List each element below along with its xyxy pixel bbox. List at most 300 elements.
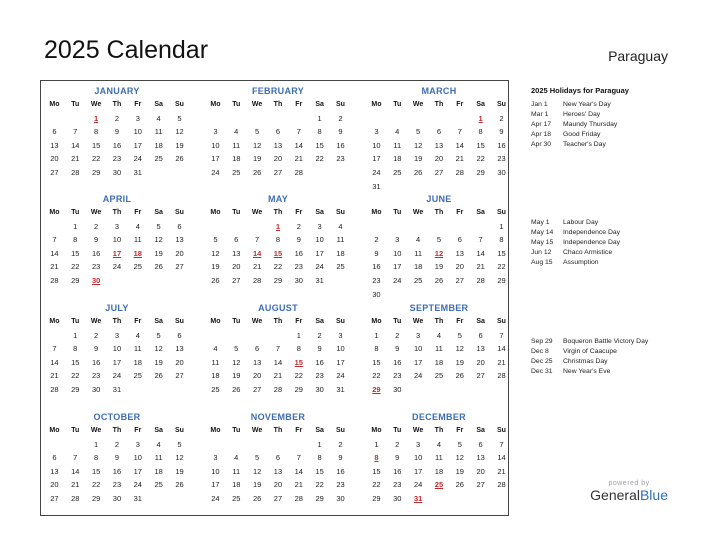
weekday-header: Su — [175, 101, 184, 108]
holiday-day-cell: 18 — [133, 248, 142, 258]
empty-cell — [429, 112, 450, 126]
holiday-date: Apr 17 — [531, 121, 552, 128]
day-cell: 7 — [457, 127, 462, 137]
day-cell: 28 — [294, 167, 303, 177]
holiday-date: Apr 18 — [531, 131, 552, 138]
empty-cell — [65, 112, 86, 126]
day-cell: 25 — [133, 371, 142, 381]
day-cell: 2 — [94, 221, 99, 231]
holiday-date: Jan 1 — [531, 101, 548, 108]
day-cell: 11 — [133, 344, 142, 354]
holiday-day-cell: 1 — [478, 113, 483, 123]
weekday-header: Fr — [295, 427, 303, 434]
month-grid — [44, 206, 190, 288]
day-cell: 21 — [455, 154, 464, 164]
day-cell: 1 — [374, 439, 379, 449]
day-cell: 4 — [135, 330, 140, 340]
month-grid — [366, 424, 512, 506]
weekday-header: Th — [273, 318, 283, 325]
day-cell: 6 — [478, 439, 483, 449]
holiday-date: Dec 25 — [531, 358, 553, 365]
month-september — [366, 301, 512, 397]
day-cell: 3 — [374, 127, 379, 137]
day-cell: 7 — [73, 127, 78, 137]
day-cell: 23 — [294, 262, 303, 272]
day-cell: 1 — [374, 330, 379, 340]
day-cell: 28 — [476, 275, 485, 285]
day-cell: 5 — [457, 330, 462, 340]
weekday-header: Su — [497, 427, 506, 434]
day-cell: 5 — [255, 127, 260, 137]
weekday-header: Th — [273, 101, 283, 108]
day-cell: 28 — [50, 275, 59, 285]
day-cell: 17 — [133, 140, 142, 150]
weekday-header: We — [412, 318, 424, 325]
day-cell: 10 — [112, 344, 122, 354]
day-cell: 12 — [211, 248, 220, 258]
day-cell: 24 — [112, 371, 122, 381]
day-cell: 5 — [436, 235, 442, 245]
month-grid — [366, 98, 512, 193]
day-cell: 27 — [175, 371, 184, 381]
empty-cell — [226, 220, 247, 234]
weekday-header: We — [251, 101, 263, 108]
day-cell: 15 — [372, 466, 381, 476]
holiday-name: Maundy Thursday — [563, 121, 618, 128]
brand-logo[interactable] — [590, 480, 668, 503]
day-cell: 10 — [133, 127, 142, 137]
empty-cell — [205, 438, 226, 452]
day-cell: 20 — [175, 357, 184, 367]
weekday-header: Tu — [232, 209, 241, 216]
day-cell: 22 — [497, 262, 506, 272]
day-cell: 15 — [315, 466, 324, 476]
day-cell: 9 — [395, 344, 400, 354]
day-cell: 8 — [374, 344, 379, 354]
day-cell: 23 — [336, 154, 345, 164]
day-cell: 23 — [336, 480, 345, 490]
weekday-header: We — [90, 318, 102, 325]
day-cell: 2 — [114, 113, 120, 123]
day-cell: 15 — [91, 466, 101, 476]
weekday-header: Th — [434, 318, 444, 325]
month-grid — [205, 98, 351, 180]
day-cell: 25 — [154, 154, 163, 164]
month-july — [44, 301, 190, 397]
day-cell: 28 — [71, 167, 80, 177]
day-cell: 29 — [91, 493, 101, 503]
day-cell: 30 — [112, 167, 122, 177]
day-cell: 28 — [252, 275, 262, 285]
day-cell: 15 — [71, 248, 80, 258]
day-cell: 30 — [393, 384, 402, 394]
day-cell: 14 — [476, 248, 485, 258]
day-cell: 2 — [114, 439, 120, 449]
day-cell: 4 — [338, 221, 343, 231]
day-cell: 30 — [112, 493, 122, 503]
day-cell: 14 — [455, 140, 464, 150]
empty-cell — [226, 112, 247, 126]
day-cell: 8 — [73, 344, 78, 354]
day-cell: 5 — [234, 344, 239, 354]
day-cell: 6 — [177, 221, 182, 231]
day-cell: 14 — [273, 357, 283, 367]
day-cell: 4 — [156, 113, 161, 123]
day-cell: 26 — [413, 167, 423, 177]
holiday-date: May 1 — [531, 219, 550, 226]
weekday-header: Sa — [315, 427, 324, 434]
month-name: OCTOBER — [93, 412, 141, 422]
weekday-header: Sa — [315, 209, 324, 216]
day-cell: 30 — [315, 384, 324, 394]
country-label: Paraguay — [608, 48, 668, 64]
day-cell: 16 — [91, 357, 101, 367]
weekday-header: Mo — [210, 318, 221, 325]
day-cell: 31 — [315, 275, 324, 285]
holiday-name: Assumption — [563, 259, 599, 266]
weekday-header: Tu — [393, 101, 402, 108]
day-cell: 18 — [154, 466, 163, 476]
day-cell: 19 — [154, 248, 163, 258]
day-cell: 10 — [393, 248, 402, 258]
day-cell: 7 — [499, 330, 504, 340]
day-cell: 6 — [275, 453, 281, 463]
holiday-name: New Year's Day — [563, 101, 611, 108]
day-cell: 15 — [372, 357, 381, 367]
day-cell: 21 — [50, 371, 59, 381]
day-cell: 25 — [133, 262, 142, 272]
day-cell: 8 — [94, 127, 99, 137]
day-cell: 18 — [434, 466, 444, 476]
day-cell: 13 — [50, 140, 59, 150]
day-cell: 26 — [252, 493, 262, 503]
day-cell: 12 — [252, 140, 262, 150]
holiday-day-cell: 12 — [434, 248, 444, 258]
page-title: 2025 Calendar — [44, 36, 209, 64]
day-cell: 3 — [416, 330, 421, 340]
day-cell: 4 — [234, 127, 239, 137]
day-cell: 14 — [50, 357, 59, 367]
holiday-day-cell: 1 — [275, 221, 281, 231]
holiday-date: Sep 29 — [531, 338, 553, 345]
day-cell: 12 — [413, 140, 423, 150]
day-cell: 13 — [476, 453, 485, 463]
empty-cell — [226, 329, 247, 343]
day-cell: 11 — [232, 140, 241, 150]
day-cell: 1 — [73, 330, 78, 340]
day-cell: 21 — [71, 480, 80, 490]
holiday-date: Jun 12 — [531, 249, 552, 256]
day-cell: 9 — [338, 453, 343, 463]
day-cell: 12 — [154, 344, 163, 354]
day-cell: 6 — [436, 127, 442, 137]
day-cell: 1 — [94, 439, 99, 449]
day-cell: 5 — [156, 221, 161, 231]
empty-cell — [268, 329, 289, 343]
day-cell: 1 — [296, 330, 301, 340]
weekday-header: Tu — [393, 318, 402, 325]
day-cell: 27 — [476, 480, 485, 490]
holiday-day-cell: 30 — [91, 275, 101, 285]
weekday-header: Tu — [232, 318, 241, 325]
month-april — [44, 192, 190, 288]
day-cell: 2 — [338, 439, 343, 449]
day-cell: 25 — [336, 262, 345, 272]
empty-cell — [205, 112, 226, 126]
holiday-day-cell: 25 — [434, 480, 444, 490]
day-cell: 10 — [315, 235, 324, 245]
holiday-day-cell: 8 — [374, 453, 379, 463]
day-cell: 19 — [252, 154, 262, 164]
day-cell: 2 — [499, 113, 504, 123]
weekday-header: Fr — [295, 318, 303, 325]
day-cell: 28 — [273, 384, 283, 394]
day-cell: 30 — [372, 289, 381, 299]
day-cell: 6 — [255, 344, 260, 354]
empty-cell — [366, 112, 387, 126]
day-cell: 24 — [133, 154, 142, 164]
holiday-list-q3 — [531, 337, 701, 377]
day-cell: 10 — [112, 235, 122, 245]
month-grid — [366, 315, 512, 397]
empty-cell — [449, 112, 470, 126]
weekday-header: We — [251, 209, 263, 216]
day-cell: 10 — [133, 453, 142, 463]
day-cell: 16 — [336, 140, 345, 150]
holiday-row — [531, 357, 701, 367]
day-cell: 12 — [175, 127, 184, 137]
day-cell: 2 — [395, 330, 400, 340]
day-cell: 10 — [413, 453, 423, 463]
day-cell: 16 — [315, 357, 324, 367]
day-cell: 22 — [91, 480, 101, 490]
day-cell: 22 — [71, 371, 80, 381]
day-cell: 26 — [154, 262, 163, 272]
day-cell: 29 — [315, 493, 324, 503]
day-cell: 8 — [499, 235, 504, 245]
powered-by-text: powered by — [608, 480, 650, 487]
day-cell: 7 — [255, 235, 260, 245]
day-cell: 3 — [213, 453, 218, 463]
day-cell: 12 — [252, 466, 262, 476]
day-cell: 22 — [315, 480, 324, 490]
day-cell: 29 — [476, 167, 485, 177]
empty-cell — [387, 112, 408, 126]
day-cell: 11 — [232, 466, 241, 476]
day-cell: 6 — [52, 127, 57, 137]
day-cell: 18 — [232, 480, 241, 490]
day-cell: 27 — [252, 384, 262, 394]
day-cell: 11 — [133, 235, 142, 245]
weekday-header: Sa — [315, 101, 324, 108]
day-cell: 9 — [395, 453, 400, 463]
day-cell: 3 — [338, 330, 343, 340]
day-cell: 18 — [133, 357, 142, 367]
day-cell: 27 — [476, 371, 485, 381]
holiday-row — [531, 130, 701, 140]
day-cell: 9 — [317, 344, 322, 354]
weekday-header: Su — [336, 427, 345, 434]
empty-cell — [205, 220, 226, 234]
weekday-header: Fr — [134, 427, 142, 434]
day-cell: 17 — [315, 248, 324, 258]
day-cell: 13 — [175, 344, 184, 354]
month-august — [205, 301, 351, 397]
empty-cell — [247, 112, 268, 126]
day-cell: 11 — [211, 357, 220, 367]
day-cell: 6 — [478, 330, 483, 340]
holiday-row — [531, 248, 701, 258]
empty-cell — [44, 438, 65, 452]
empty-cell — [470, 220, 491, 234]
day-cell: 11 — [435, 453, 443, 463]
weekday-header: We — [90, 427, 102, 434]
day-cell: 7 — [52, 344, 57, 354]
empty-cell — [288, 438, 309, 452]
day-cell: 1 — [73, 221, 78, 231]
day-cell: 4 — [135, 221, 140, 231]
day-cell: 19 — [455, 466, 464, 476]
day-cell: 18 — [393, 154, 402, 164]
day-cell: 20 — [252, 371, 262, 381]
day-cell: 11 — [154, 453, 163, 463]
day-cell: 27 — [455, 275, 464, 285]
day-cell: 26 — [232, 384, 241, 394]
day-cell: 17 — [413, 466, 423, 476]
day-cell: 30 — [294, 275, 303, 285]
weekday-header: Fr — [456, 209, 464, 216]
day-cell: 26 — [154, 371, 163, 381]
day-cell: 9 — [114, 127, 120, 137]
day-cell: 5 — [416, 127, 421, 137]
day-cell: 7 — [275, 344, 281, 354]
day-cell: 12 — [232, 357, 241, 367]
empty-cell — [247, 329, 268, 343]
weekday-header: Tu — [393, 209, 402, 216]
day-cell: 20 — [434, 154, 444, 164]
weekday-header: Sa — [315, 318, 324, 325]
day-cell: 19 — [434, 262, 444, 272]
day-cell: 1 — [317, 113, 322, 123]
day-cell: 2 — [338, 113, 343, 123]
day-cell: 3 — [114, 221, 120, 231]
day-cell: 14 — [294, 466, 303, 476]
empty-cell — [408, 220, 429, 234]
weekday-header: Fr — [456, 318, 464, 325]
day-cell: 29 — [71, 384, 80, 394]
holiday-day-cell: 17 — [112, 248, 122, 258]
day-cell: 27 — [273, 493, 283, 503]
day-cell: 7 — [478, 235, 483, 245]
month-name: MARCH — [421, 86, 457, 96]
month-grid — [366, 206, 512, 301]
month-name: APRIL — [102, 194, 132, 204]
weekday-header: Sa — [154, 209, 163, 216]
day-cell: 25 — [232, 167, 241, 177]
day-cell: 16 — [393, 466, 402, 476]
weekday-header: We — [251, 427, 263, 434]
day-cell: 2 — [296, 221, 301, 231]
weekday-header: Th — [273, 427, 283, 434]
day-cell: 26 — [175, 154, 184, 164]
month-name: JANUARY — [94, 86, 140, 96]
weekday-header: Th — [434, 209, 444, 216]
day-cell: 18 — [211, 371, 220, 381]
day-cell: 27 — [232, 275, 241, 285]
day-cell: 18 — [154, 140, 163, 150]
day-cell: 6 — [177, 330, 182, 340]
day-cell: 16 — [497, 140, 506, 150]
day-cell: 7 — [499, 439, 504, 449]
weekday-header: We — [412, 101, 424, 108]
holiday-row — [531, 367, 701, 377]
weekday-header: Sa — [476, 427, 485, 434]
day-cell: 18 — [413, 262, 423, 272]
day-cell: 13 — [434, 140, 444, 150]
day-cell: 30 — [336, 493, 345, 503]
day-cell: 5 — [457, 439, 462, 449]
weekday-header: Fr — [295, 101, 303, 108]
day-cell: 17 — [112, 357, 122, 367]
month-november — [205, 410, 351, 506]
day-cell: 21 — [476, 262, 485, 272]
day-cell: 9 — [499, 127, 504, 137]
empty-cell — [387, 220, 408, 234]
empty-cell — [366, 220, 387, 234]
month-february — [205, 84, 351, 180]
weekday-header: Fr — [134, 318, 142, 325]
holiday-row — [531, 238, 701, 248]
day-cell: 13 — [273, 466, 283, 476]
month-name: SEPTEMBER — [409, 303, 469, 313]
weekday-header: We — [412, 209, 424, 216]
day-cell: 31 — [336, 384, 345, 394]
brand-name-blue: Blue — [639, 487, 668, 503]
empty-cell — [44, 329, 65, 343]
day-cell: 17 — [336, 357, 345, 367]
day-cell: 14 — [294, 140, 303, 150]
day-cell: 21 — [497, 466, 506, 476]
empty-cell — [449, 220, 470, 234]
day-cell: 29 — [294, 384, 303, 394]
day-cell: 20 — [50, 154, 59, 164]
weekday-header: Th — [273, 209, 283, 216]
day-cell: 8 — [275, 235, 281, 245]
day-cell: 13 — [455, 248, 464, 258]
weekday-header: Su — [175, 427, 184, 434]
day-cell: 30 — [91, 384, 101, 394]
day-cell: 14 — [497, 453, 506, 463]
day-cell: 8 — [317, 127, 322, 137]
weekday-header: Sa — [476, 318, 485, 325]
holiday-date: Apr 30 — [531, 141, 552, 148]
day-cell: 20 — [232, 262, 241, 272]
holiday-row — [531, 228, 701, 238]
day-cell: 26 — [175, 480, 184, 490]
weekday-header: Sa — [476, 209, 485, 216]
month-name: NOVEMBER — [250, 412, 306, 422]
day-cell: 8 — [317, 453, 322, 463]
day-cell: 7 — [296, 127, 301, 137]
day-cell: 30 — [393, 493, 402, 503]
holiday-row — [531, 347, 701, 357]
day-cell: 19 — [413, 154, 423, 164]
day-cell: 6 — [275, 127, 281, 137]
day-cell: 1 — [317, 439, 322, 449]
day-cell: 5 — [156, 330, 161, 340]
day-cell: 2 — [374, 235, 379, 245]
day-cell: 22 — [71, 262, 80, 272]
